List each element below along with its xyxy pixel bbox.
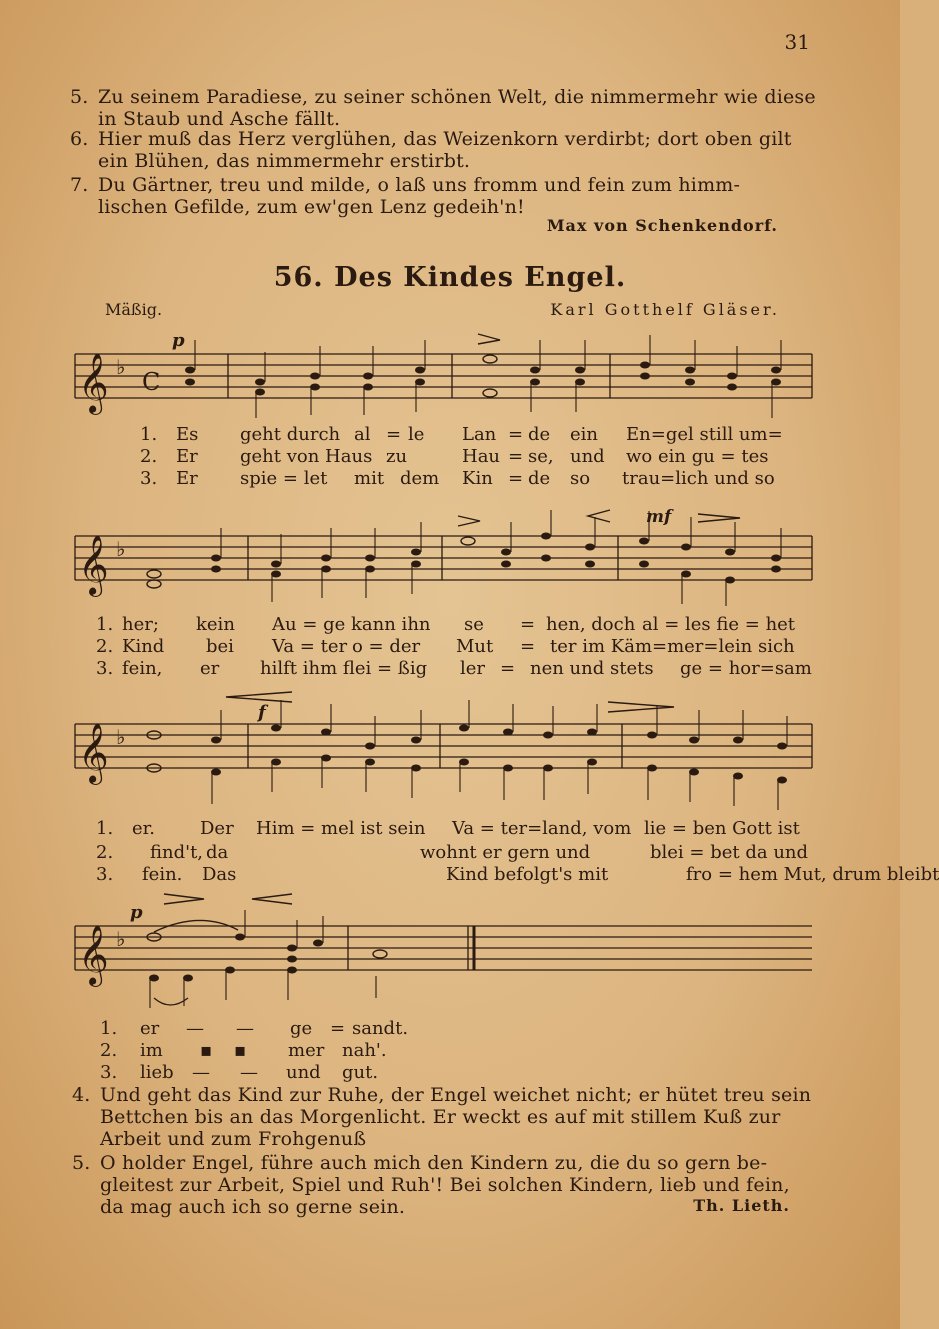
verse-7-line-2: lischen Gefilde, zum ew'gen Lenz gedeih'n!: [98, 196, 525, 218]
composer: Karl Gotthelf Gläser.: [550, 300, 780, 319]
svg-text:♭: ♭: [116, 725, 126, 749]
verse-5-line-2: in Staub und Asche fällt.: [98, 108, 341, 130]
svg-text:C: C: [142, 368, 161, 396]
verse-6-line-1: 6. Hier muß das Herz verglühen, das Weizenkorn verdirbt; dort oben gilt: [70, 128, 792, 150]
dynamic-p-2: p: [130, 902, 143, 923]
verse-7-line-1: 7. Du Gärtner, treu und milde, o laß uns fromm und fein zum himm-: [70, 174, 741, 196]
page-number: 31: [784, 30, 810, 54]
svg-text:𝄞: 𝄞: [78, 353, 109, 413]
dynamic-f: f: [258, 702, 266, 723]
verse-5-line-1: 5. Zu seinem Paradiese, zu seiner schönen Welt, die nimmermehr wie diese: [70, 86, 816, 108]
verse-5b-line-2: gleitest zur Arbeit, Spiel und Ruh'! Bei solchen Kindern, lieb und fein,: [100, 1174, 790, 1196]
verse-5b-line-3: da mag auch ich so gerne sein.: [100, 1196, 406, 1218]
music-staff-2: [70, 508, 820, 608]
verse-4-line-1: 4. Und geht das Kind zur Ruhe, der Engel weichet nicht; er hütet treu sein: [72, 1084, 812, 1106]
page: 31 5. Zu seinem Paradiese, zu seiner schönen Welt, die nimmermehr wie diese in Staub und Asche fällt. 6. Hier muß das Herz verglühen, das Weizenkorn verdirbt; dort oben gilt ein Blühen, das nimmermehr erstirbt. 7. Du Gärtner, treu und milde, o laß uns fromm und fein zum himm- lischen Gefilde, zum ew'gen Lenz gedeih'n! Max von Schenkendorf. 56. Des Kindes Engel. Mäßig. Karl Gotthelf Gläser. 𝄞 ♭ C p 1. Es geht durch al = le Lan = de ein En=gel still um= 2. Er geht von Haus zu Hau = se, und wo ein gu = tes 3. Er spie = let mit dem Kin = de so trau=lich und so 𝄞 ♭ mf 1. her; kein Au = ge kann ihn se = hen, doch al = les fie = het 2. Kind bei Va = ter o = der Mut = ter im Käm=mer=lein sich 3. fein, er hilft ihm flei = ßig ler = nen und stets ge = hor=sam 𝄞 ♭ f 1. er. Der Him = mel ist sein Va = ter=land, vom lie = ben Gott ist 2. find't, da wohnt er gern und blei = bet da und 3. fein. Das Kind befolgt's mit fro = hem Mut, drum bleibt 𝄞 ♭ p 1. er — — ge = sandt. 2. im ▪ ▪ mer nah'. 3. lieb — — und gut. 4. Und geht das Kind zur Ruhe, der Engel weichet nicht; er hütet treu sein Bettchen bis an das Morgenlicht. Er weckt es auf mit stillem Kuß zur Arbeit und zum Frohgenuß 5. O holder Engel, führe auch mich den Kindern zu, die du so gern be- gleitest zur Arbeit, Spiel und Ruh'! Bei solchen Kindern, lieb und fein, da mag auch ich so gerne sein. Th. Lieth.: [0, 0, 900, 1329]
svg-text:♭: ♭: [116, 927, 126, 951]
svg-text:𝄞: 𝄞: [78, 535, 109, 595]
music-staff-3: [70, 688, 820, 816]
song-title: 56. Des Kindes Engel.: [273, 262, 627, 293]
bottom-author: Th. Lieth.: [693, 1196, 790, 1215]
svg-text:♭: ♭: [116, 537, 126, 561]
verse-4-line-2: Bettchen bis an das Morgenlicht. Er weckt es auf mit stillem Kuß zur: [100, 1106, 781, 1128]
svg-text:𝄞: 𝄞: [78, 925, 109, 985]
music-staff-1: [70, 330, 820, 420]
verse-4-line-3: Arbeit und zum Frohgenuß: [100, 1128, 367, 1150]
dynamic-mf: mf: [646, 507, 672, 527]
dynamic-p: p: [172, 330, 185, 351]
verse-6-line-2: ein Blühen, das nimmermehr erstirbt.: [98, 150, 471, 172]
verse-5b-line-1: 5. O holder Engel, führe auch mich den Kindern zu, die du so gern be-: [72, 1152, 768, 1174]
svg-text:𝄞: 𝄞: [78, 723, 109, 783]
top-author: Max von Schenkendorf.: [546, 216, 778, 235]
music-staff-4: [70, 888, 820, 1018]
tempo-marking: Mäßig.: [105, 300, 163, 319]
svg-text:♭: ♭: [116, 355, 126, 379]
